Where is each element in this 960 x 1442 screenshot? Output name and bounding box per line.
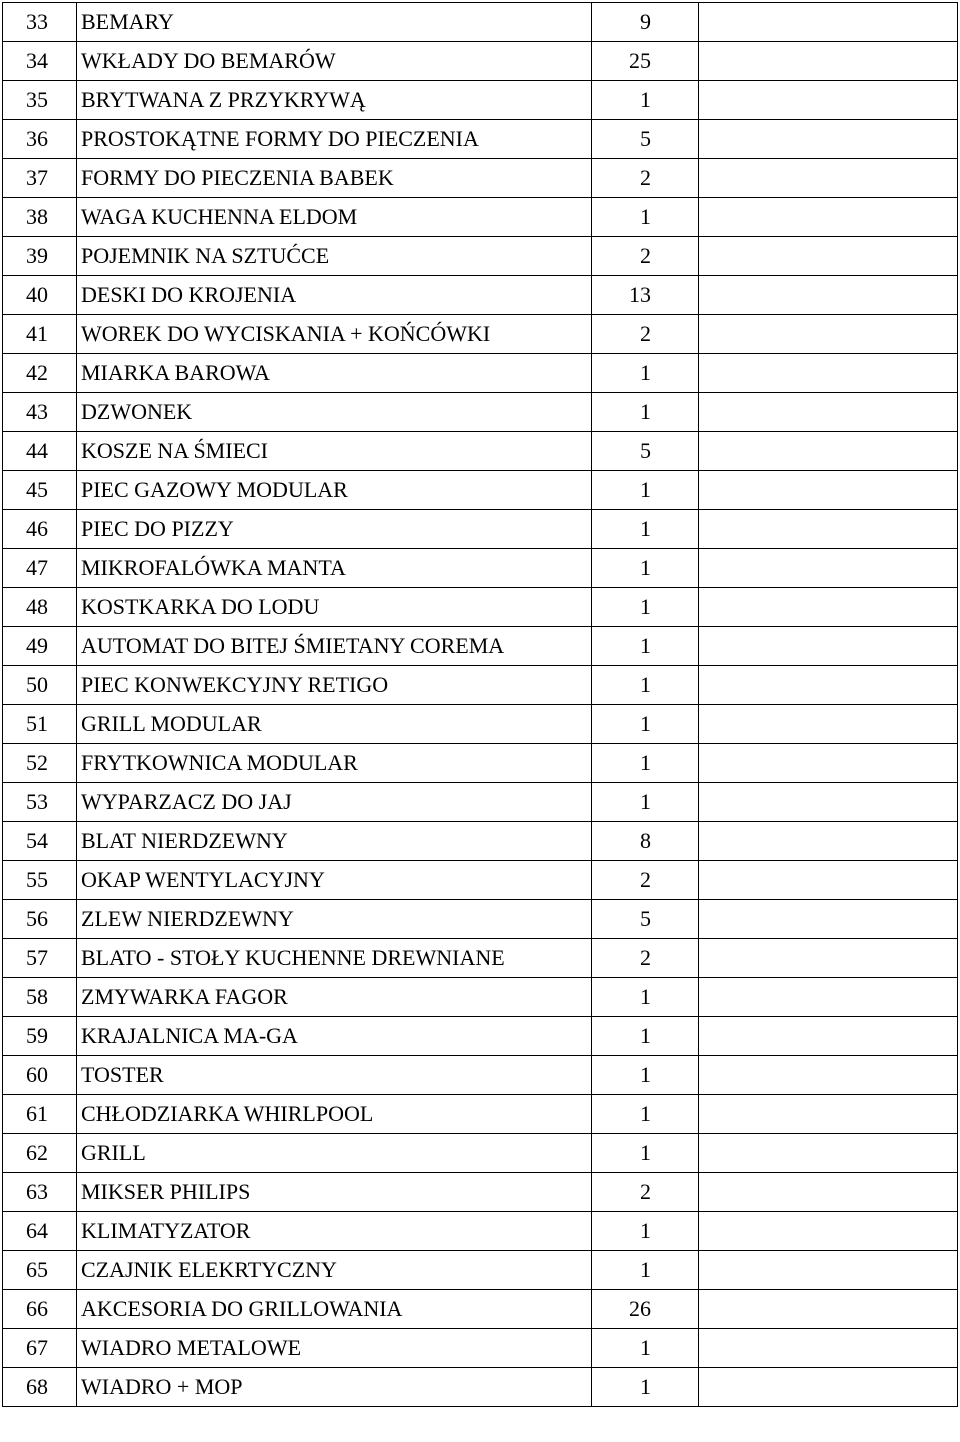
empty-cell: [699, 393, 958, 432]
row-number-cell: 33: [3, 3, 77, 42]
quantity-cell: 1: [592, 1251, 699, 1290]
item-name-cell: TOSTER: [77, 1056, 592, 1095]
quantity-cell: 1: [592, 81, 699, 120]
row-number-cell: 66: [3, 1290, 77, 1329]
quantity-cell: 1: [592, 1056, 699, 1095]
item-name-cell: CHŁODZIARKA WHIRLPOOL: [77, 1095, 592, 1134]
table-row: [3, 1134, 958, 1173]
item-name-cell: GRILL MODULAR: [77, 705, 592, 744]
quantity-cell: 2: [592, 159, 699, 198]
row-number-cell: 67: [3, 1329, 77, 1368]
item-name-cell: FRYTKOWNICA MODULAR: [77, 744, 592, 783]
row-number-cell: 68: [3, 1368, 77, 1407]
item-name-cell: PIEC KONWEKCYJNY RETIGO: [77, 666, 592, 705]
empty-cell: [699, 1251, 958, 1290]
row-number-cell: 36: [3, 120, 77, 159]
row-number-cell: 44: [3, 432, 77, 471]
item-name-cell: AKCESORIA DO GRILLOWANIA: [77, 1290, 592, 1329]
quantity-cell: 1: [592, 666, 699, 705]
quantity-cell: 1: [592, 510, 699, 549]
empty-cell: [699, 354, 958, 393]
table-row: [3, 861, 958, 900]
row-number-cell: 34: [3, 42, 77, 81]
table-row: [3, 1212, 958, 1251]
item-name-cell: PIEC GAZOWY MODULAR: [77, 471, 592, 510]
row-number-cell: 53: [3, 783, 77, 822]
empty-cell: [699, 1329, 958, 1368]
quantity-cell: 2: [592, 315, 699, 354]
item-name-cell: WIADRO + MOP: [77, 1368, 592, 1407]
inventory-table: [2, 2, 958, 1407]
row-number-cell: 63: [3, 1173, 77, 1212]
quantity-cell: 1: [592, 471, 699, 510]
item-name-cell: WAGA KUCHENNA ELDOM: [77, 198, 592, 237]
quantity-cell: 1: [592, 783, 699, 822]
table-row: [3, 1251, 958, 1290]
table-row: [3, 783, 958, 822]
row-number-cell: 56: [3, 900, 77, 939]
item-name-cell: AUTOMAT DO BITEJ ŚMIETANY COREMA: [77, 627, 592, 666]
quantity-cell: 1: [592, 744, 699, 783]
row-number-cell: 46: [3, 510, 77, 549]
empty-cell: [699, 510, 958, 549]
empty-cell: [699, 1368, 958, 1407]
table-row: [3, 1329, 958, 1368]
item-name-cell: WIADRO METALOWE: [77, 1329, 592, 1368]
table-row: [3, 1095, 958, 1134]
quantity-cell: 1: [592, 1134, 699, 1173]
quantity-cell: 1: [592, 627, 699, 666]
row-number-cell: 59: [3, 1017, 77, 1056]
row-number-cell: 65: [3, 1251, 77, 1290]
quantity-cell: 2: [592, 1173, 699, 1212]
empty-cell: [699, 627, 958, 666]
empty-cell: [699, 744, 958, 783]
item-name-cell: PIEC DO PIZZY: [77, 510, 592, 549]
table-row: [3, 81, 958, 120]
item-name-cell: MIKROFALÓWKA MANTA: [77, 549, 592, 588]
empty-cell: [699, 705, 958, 744]
item-name-cell: KOSTKARKA DO LODU: [77, 588, 592, 627]
table-row: [3, 432, 958, 471]
table-row: [3, 1368, 958, 1407]
row-number-cell: 37: [3, 159, 77, 198]
empty-cell: [699, 1017, 958, 1056]
empty-cell: [699, 471, 958, 510]
quantity-cell: 1: [592, 393, 699, 432]
row-number-cell: 55: [3, 861, 77, 900]
inventory-table-body: [3, 3, 958, 1407]
row-number-cell: 60: [3, 1056, 77, 1095]
empty-cell: [699, 1212, 958, 1251]
item-name-cell: BEMARY: [77, 3, 592, 42]
row-number-cell: 61: [3, 1095, 77, 1134]
empty-cell: [699, 1056, 958, 1095]
item-name-cell: KRAJALNICA MA-GA: [77, 1017, 592, 1056]
table-row: [3, 744, 958, 783]
quantity-cell: 8: [592, 822, 699, 861]
row-number-cell: 57: [3, 939, 77, 978]
table-row: [3, 42, 958, 81]
row-number-cell: 52: [3, 744, 77, 783]
table-row: [3, 393, 958, 432]
row-number-cell: 62: [3, 1134, 77, 1173]
table-row: [3, 237, 958, 276]
row-number-cell: 58: [3, 978, 77, 1017]
table-row: [3, 978, 958, 1017]
item-name-cell: DZWONEK: [77, 393, 592, 432]
quantity-cell: 2: [592, 237, 699, 276]
item-name-cell: DESKI DO KROJENIA: [77, 276, 592, 315]
quantity-cell: 1: [592, 549, 699, 588]
empty-cell: [699, 237, 958, 276]
item-name-cell: GRILL: [77, 1134, 592, 1173]
item-name-cell: BRYTWANA Z PRZYKRYWĄ: [77, 81, 592, 120]
empty-cell: [699, 276, 958, 315]
item-name-cell: ZMYWARKA FAGOR: [77, 978, 592, 1017]
quantity-cell: 1: [592, 588, 699, 627]
table-row: [3, 120, 958, 159]
item-name-cell: OKAP WENTYLACYJNY: [77, 861, 592, 900]
quantity-cell: 1: [592, 1329, 699, 1368]
empty-cell: [699, 1173, 958, 1212]
table-row: [3, 1017, 958, 1056]
row-number-cell: 51: [3, 705, 77, 744]
item-name-cell: CZAJNIK ELEKRTYCZNY: [77, 1251, 592, 1290]
row-number-cell: 48: [3, 588, 77, 627]
item-name-cell: BLAT NIERDZEWNY: [77, 822, 592, 861]
quantity-cell: 5: [592, 432, 699, 471]
empty-cell: [699, 1134, 958, 1173]
row-number-cell: 64: [3, 1212, 77, 1251]
quantity-cell: 5: [592, 120, 699, 159]
table-row: [3, 510, 958, 549]
item-name-cell: PROSTOKĄTNE FORMY DO PIECZENIA: [77, 120, 592, 159]
quantity-cell: 1: [592, 1368, 699, 1407]
row-number-cell: 38: [3, 198, 77, 237]
table-row: [3, 549, 958, 588]
item-name-cell: ZLEW NIERDZEWNY: [77, 900, 592, 939]
table-row: [3, 315, 958, 354]
row-number-cell: 39: [3, 237, 77, 276]
table-row: [3, 198, 958, 237]
empty-cell: [699, 198, 958, 237]
row-number-cell: 35: [3, 81, 77, 120]
quantity-cell: 2: [592, 939, 699, 978]
quantity-cell: 9: [592, 3, 699, 42]
item-name-cell: WKŁADY DO BEMARÓW: [77, 42, 592, 81]
empty-cell: [699, 42, 958, 81]
empty-cell: [699, 822, 958, 861]
empty-cell: [699, 666, 958, 705]
empty-cell: [699, 315, 958, 354]
empty-cell: [699, 120, 958, 159]
quantity-cell: 1: [592, 978, 699, 1017]
table-row: [3, 900, 958, 939]
quantity-cell: 1: [592, 198, 699, 237]
table-row: [3, 1056, 958, 1095]
empty-cell: [699, 939, 958, 978]
item-name-cell: POJEMNIK NA SZTUĆCE: [77, 237, 592, 276]
table-row: [3, 588, 958, 627]
empty-cell: [699, 588, 958, 627]
row-number-cell: 45: [3, 471, 77, 510]
quantity-cell: 1: [592, 705, 699, 744]
table-row: [3, 939, 958, 978]
quantity-cell: 1: [592, 1095, 699, 1134]
item-name-cell: KLIMATYZATOR: [77, 1212, 592, 1251]
row-number-cell: 49: [3, 627, 77, 666]
table-row: [3, 3, 958, 42]
table-row: [3, 822, 958, 861]
item-name-cell: KOSZE NA ŚMIECI: [77, 432, 592, 471]
item-name-cell: MIARKA BAROWA: [77, 354, 592, 393]
empty-cell: [699, 861, 958, 900]
quantity-cell: 25: [592, 42, 699, 81]
row-number-cell: 43: [3, 393, 77, 432]
table-row: [3, 1290, 958, 1329]
row-number-cell: 40: [3, 276, 77, 315]
row-number-cell: 41: [3, 315, 77, 354]
quantity-cell: 5: [592, 900, 699, 939]
item-name-cell: WOREK DO WYCISKANIA + KOŃCÓWKI: [77, 315, 592, 354]
row-number-cell: 47: [3, 549, 77, 588]
empty-cell: [699, 1290, 958, 1329]
table-row: [3, 666, 958, 705]
table-row: [3, 276, 958, 315]
item-name-cell: WYPARZACZ DO JAJ: [77, 783, 592, 822]
table-row: [3, 705, 958, 744]
row-number-cell: 54: [3, 822, 77, 861]
item-name-cell: BLATO - STOŁY KUCHENNE DREWNIANE: [77, 939, 592, 978]
empty-cell: [699, 159, 958, 198]
empty-cell: [699, 900, 958, 939]
item-name-cell: MIKSER PHILIPS: [77, 1173, 592, 1212]
empty-cell: [699, 432, 958, 471]
table-row: [3, 627, 958, 666]
quantity-cell: 2: [592, 861, 699, 900]
empty-cell: [699, 549, 958, 588]
quantity-cell: 1: [592, 354, 699, 393]
quantity-cell: 1: [592, 1212, 699, 1251]
row-number-cell: 50: [3, 666, 77, 705]
table-row: [3, 159, 958, 198]
item-name-cell: FORMY DO PIECZENIA BABEK: [77, 159, 592, 198]
empty-cell: [699, 978, 958, 1017]
empty-cell: [699, 783, 958, 822]
table-row: [3, 354, 958, 393]
empty-cell: [699, 3, 958, 42]
empty-cell: [699, 81, 958, 120]
quantity-cell: 26: [592, 1290, 699, 1329]
table-row: [3, 471, 958, 510]
quantity-cell: 13: [592, 276, 699, 315]
table-row: [3, 1173, 958, 1212]
empty-cell: [699, 1095, 958, 1134]
quantity-cell: 1: [592, 1017, 699, 1056]
row-number-cell: 42: [3, 354, 77, 393]
